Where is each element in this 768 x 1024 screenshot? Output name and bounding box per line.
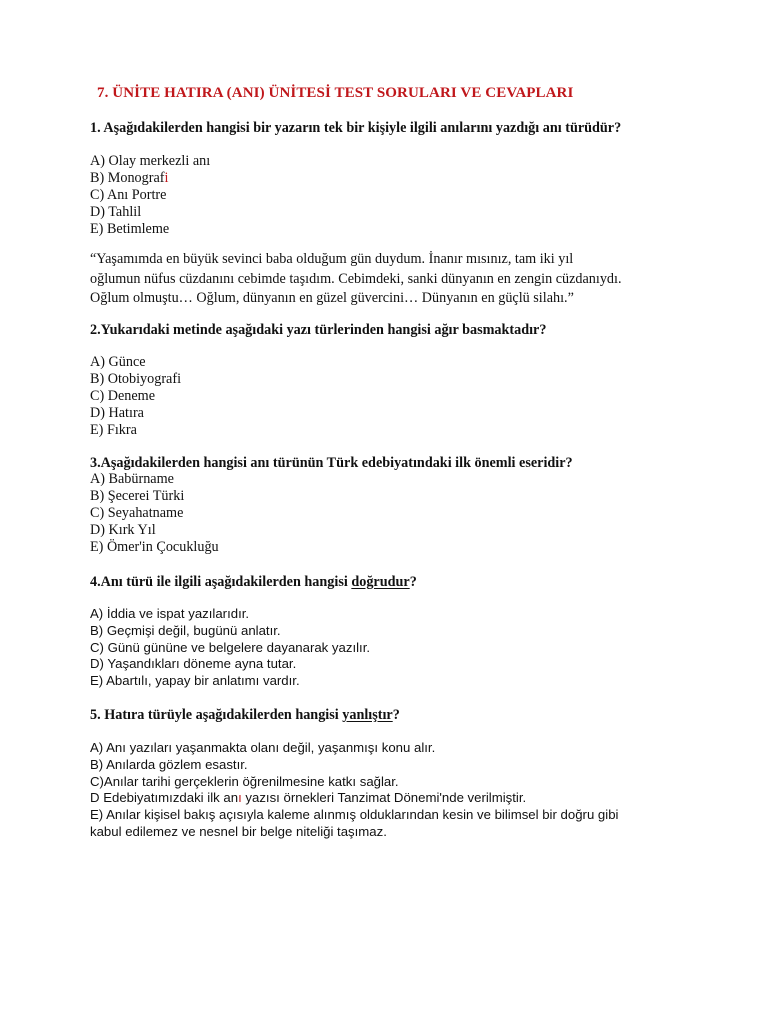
question-3-options	[90, 471, 219, 556]
passage-line: “Yaşamımda en büyük sevinci baba olduğum gün duydum. İnanır mısınız, tam iki yıl	[90, 251, 574, 267]
option-e: E) Anılar kişisel bakış açısıyla kaleme alınmış olduklarından kesin ve bilimsel bir doğru gibi	[90, 807, 619, 823]
quoted-passage	[90, 250, 622, 309]
question-5-options	[90, 740, 618, 841]
option-d: D) Kırk Yıl	[90, 522, 156, 538]
option-e-continued: kabul edilemez ve nesnel bir belge niteliği taşımaz.	[90, 823, 387, 839]
option-c: C) Günü gününe ve belgelere dayanarak yazılır.	[90, 639, 371, 655]
question-2-options	[90, 354, 181, 439]
option-e: E) Ömer'in Çocukluğu	[90, 539, 219, 555]
question-1-options	[90, 153, 210, 238]
option-a: A) Anı yazıları yaşanmakta olanı değil, yaşanmışı konu alır.	[90, 740, 436, 755]
option-c: C) Seyahatname	[90, 505, 184, 521]
document-title: 7. ÜNİTE HATIRA (ANI) ÜNİTESİ TEST SORULARI VE CEVAPLARI	[97, 85, 574, 101]
question-4: 4.Anı türü ile ilgili aşağıdakilerden hangisi doğrudur?	[90, 574, 417, 590]
passage-line: Oğlum olmuştu… Oğlum, dünyanın en güzel güvercini… Dünyanın en güçlü silahı.”	[90, 290, 574, 306]
option-b: B) Geçmişi değil, bugünü anlatır.	[90, 622, 281, 638]
option-c: C)Anılar tarihi gerçeklerin öğrenilmesine katkı sağlar.	[90, 773, 399, 789]
question-1: 1. Aşağıdakilerden hangisi bir yazarın tek bir kişiyle ilgili anılarını yazdığı anı türüdür?	[90, 120, 622, 136]
question-3: 3.Aşağıdakilerden hangisi anı türünün Türk edebiyatındaki ilk önemli eseridir?	[90, 455, 573, 471]
question-2: 2.Yukarıdaki metinde aşağıdaki yazı türlerinden hangisi ağır basmaktadır?	[90, 322, 547, 338]
passage-line: oğlumun nüfus cüzdanını cebimde taşıdım. Cebimdeki, sanki dünyanın en zengin cüzdanıydı.	[90, 270, 622, 287]
option-b: B) Monografi	[90, 170, 169, 186]
option-b: B) Otobiyografi	[90, 371, 182, 387]
question-5: 5. Hatıra türüyle aşağıdakilerden hangisi yanlıştır?	[90, 707, 400, 723]
option-c: C) Anı Portre	[90, 187, 167, 203]
option-e: E) Fıkra	[90, 422, 137, 438]
option-a: A) Babürname	[90, 471, 174, 487]
option-d: D) Tahlil	[90, 204, 142, 220]
option-c: C) Deneme	[90, 388, 156, 404]
option-b: B) Anılarda gözlem esastır.	[90, 756, 248, 772]
option-a: A) Günce	[90, 354, 146, 370]
option-d: D) Hatıra	[90, 405, 144, 421]
option-e: E) Betimleme	[90, 221, 170, 237]
option-d: D) Yaşandıkları döneme ayna tutar.	[90, 656, 297, 672]
option-d: D Edebiyatımızdaki ilk anı yazısı örnekleri Tanzimat Dönemi'nde verilmiştir.	[90, 790, 527, 806]
option-a: A) İddia ve ispat yazılarıdır.	[90, 606, 250, 621]
option-a: A) Olay merkezli anı	[90, 153, 211, 169]
option-b: B) Şecerei Türki	[90, 488, 185, 504]
question-4-options	[90, 606, 370, 690]
option-e: E) Abartılı, yapay bir anlatımı vardır.	[90, 673, 300, 689]
